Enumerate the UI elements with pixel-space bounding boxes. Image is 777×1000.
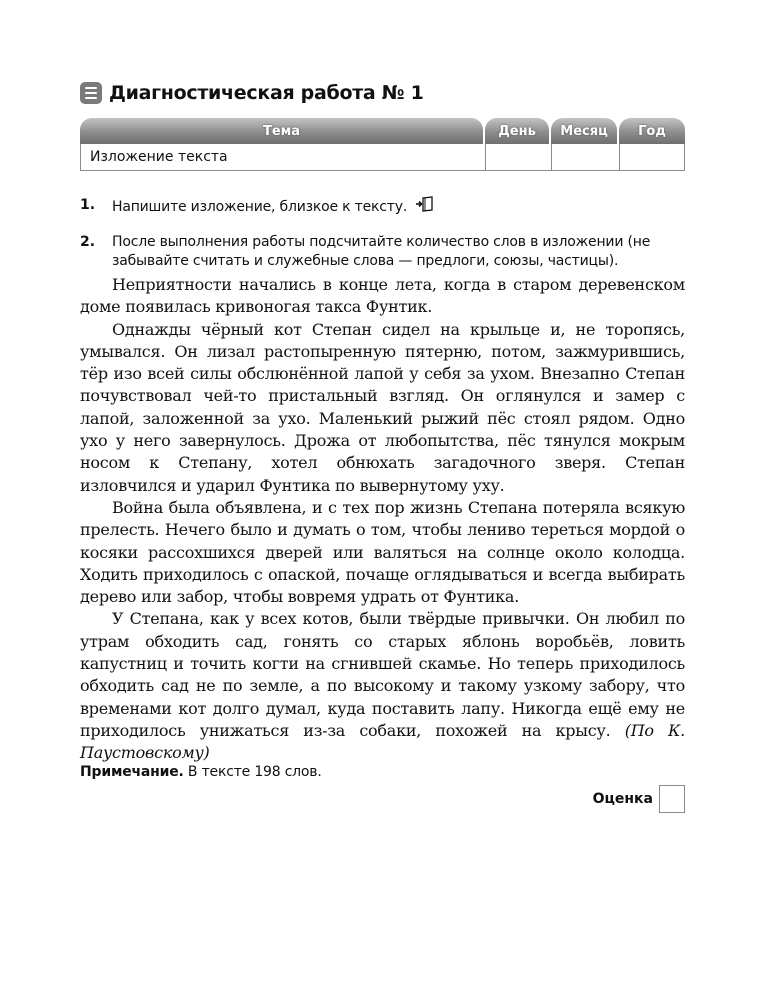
column-header-year: Год [619, 118, 685, 144]
passage-paragraph: Неприятности начались в конце лета, когда в старом деревенском доме появилась кривоногая такса Фунтик. [80, 275, 685, 317]
topic-date-table [80, 118, 685, 171]
passage-paragraph: Однажды чёрный кот Степан сидел на крыльце и, не торопясь, умывался. Он лизал растопыренную пятерню, потом, зажмурившись, тёр изо всей силы обслюнённой лапой у себя за ухом. Внезапно Степан почувствовал чей-то пристальный взгляд. Он оглянулся и замер с лапой, заложенной за ухо. Маленький рыжий пёс стоял рядом. Одно ухо у него завернулось. Дрожа от любопытства, пёс тянулся мокрым носом к Степану, хотел обнюхать загадочного зверя. Степан изловчился и ударил Фунтика по вывернутому уху. [80, 319, 685, 495]
book-icon [415, 196, 435, 219]
dictation-passage [80, 274, 685, 765]
task-text: После выполнения работы подсчитайте количество слов в изложении (не забывайте считать и служебные слова — предлоги, союзы, частицы). [112, 234, 651, 269]
year-cell[interactable] [620, 144, 684, 170]
passage-paragraph: Война была объявлена, и с тех пор жизнь Степана потеряла всякую прелесть. Нечего было и думать о том, чтобы лениво тереться мордой о косяки рассохшихся дверей или валяться на солнце около колодца. Ходить приходилось с опаской, почаще оглядываться и всегда выбирать дерево или забор, чтобы вовремя удрать от Фунтика. [80, 497, 685, 607]
grade-label: Оценка [592, 791, 653, 807]
day-cell[interactable] [486, 144, 552, 170]
task-number: 2. [80, 234, 96, 250]
table-row [80, 144, 685, 171]
title-row [80, 82, 424, 104]
note-text: В тексте 198 слов. [187, 764, 322, 780]
column-header-topic: Тема [80, 118, 483, 144]
passage-paragraph [80, 608, 685, 764]
month-cell[interactable] [552, 144, 620, 170]
task-text [112, 196, 685, 219]
grade-section [593, 785, 685, 813]
task-item [80, 196, 685, 219]
note-label: Примечание. [80, 764, 184, 780]
passage-text: У Степана, как у всех котов, были твёрдые привычки. Он любил по утрам обходить сад, гонять со старых яблонь воробьёв, ловить капустниц и точить когти на сгнившей скамье. Но теперь приходилось обходить сад не по земле, а по высокому и такому узкому забору, что временами кот долго думал, куда поставить лапу. Никогда ещё ему не приходилось унижаться из-за собаки, похожей на крысу. [80, 609, 685, 740]
column-header-day: День [485, 118, 549, 144]
topic-cell: Изложение текста [81, 144, 486, 170]
list-icon [80, 82, 102, 104]
passage-source: (По К. Паустовскому) [80, 720, 685, 763]
note [80, 764, 322, 780]
task-list [80, 196, 685, 285]
page-title: Диагностическая работа № 1 [109, 82, 424, 104]
table-header-row [80, 118, 685, 144]
task-instruction: Напишите изложение, близкое к тексту. [112, 199, 408, 215]
grade-box[interactable] [659, 785, 685, 813]
task-number: 1. [80, 197, 96, 213]
column-header-month: Месяц [551, 118, 617, 144]
task-item [80, 233, 685, 271]
